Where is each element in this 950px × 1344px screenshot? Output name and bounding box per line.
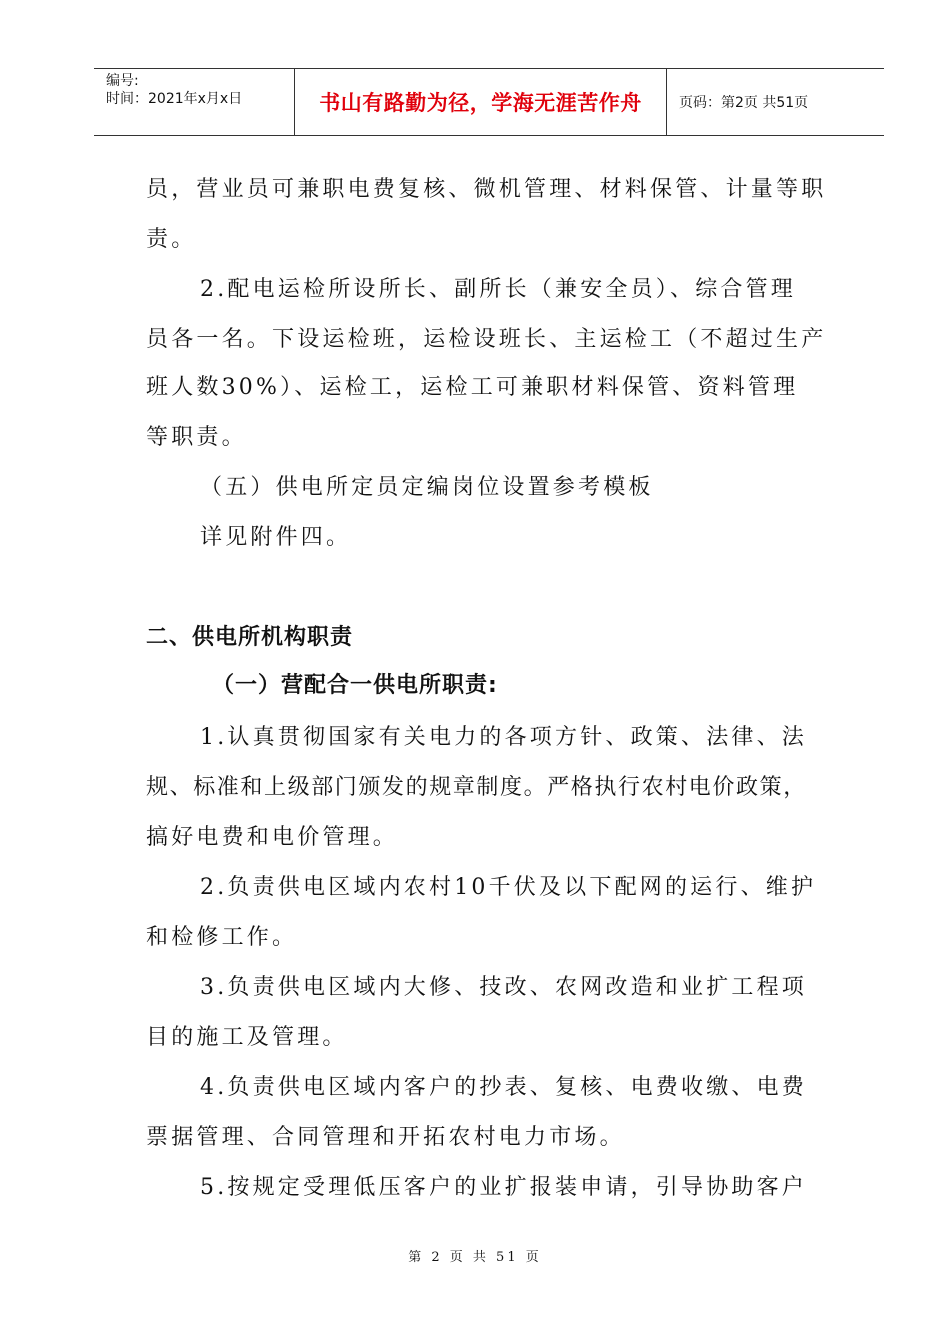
- body-line: 和检修工作。: [146, 925, 298, 950]
- page-header: [94, 68, 884, 136]
- section-subtitle: （五）供电所定员定编岗位设置参考模板: [200, 475, 654, 500]
- body-line: 搞好电费和电价管理。: [146, 825, 399, 850]
- page-info: 页码：第2页 共51页: [679, 95, 809, 111]
- motto-text: 书山有路勤为径，学海无涯苦作舟: [319, 91, 642, 115]
- body-line: 班人数30%）、运检工，运检工可兼职材料保管、资料管理: [146, 375, 799, 400]
- page-footer: 第 2 页 共 51 页: [408, 1250, 542, 1265]
- body-line: 规、标准和上级部门颁发的规章制度。严格执行农村电价政策，: [146, 775, 807, 800]
- body-line: 1.认真贯彻国家有关电力的各项方针、政策、法律、法: [200, 725, 807, 750]
- body-line: 5.按规定受理低压客户的业扩报装申请，引导协助客户: [200, 1175, 807, 1200]
- body-line: 责。: [146, 227, 197, 252]
- time-label: 时间：2021年x月x日: [106, 91, 243, 107]
- header-motto-cell: [295, 69, 667, 135]
- header-page-cell: [667, 69, 884, 135]
- body-line: 等职责。: [146, 425, 247, 450]
- body-line: 票据管理、合同管理和开拓农村电力市场。: [146, 1125, 625, 1150]
- body-line: 员各一名。下设运检班，运检设班长、主运检工（不超过生产: [146, 327, 827, 352]
- body-line: 4.负责供电区域内客户的抄表、复核、电费收缴、电费: [200, 1075, 807, 1100]
- body-line: 目的施工及管理。: [146, 1025, 348, 1050]
- body-line: 3.负责供电区域内大修、技改、农网改造和业扩工程项: [200, 975, 807, 1000]
- body-line: 2.配电运检所设所长、副所长（兼安全员）、综合管理: [200, 277, 796, 302]
- body-line: 2.负责供电区域内农村10千伏及以下配网的运行、维护: [200, 875, 817, 900]
- body-line: 详见附件四。: [200, 525, 352, 550]
- id-label: 编号:: [106, 73, 139, 89]
- body-line: 员，营业员可兼职电费复核、微机管理、材料保管、计量等职: [146, 177, 827, 202]
- header-meta-cell: [94, 69, 295, 135]
- section-heading: 二、供电所机构职责: [146, 625, 354, 650]
- subsection-heading: （一）营配合一供电所职责:: [212, 673, 498, 698]
